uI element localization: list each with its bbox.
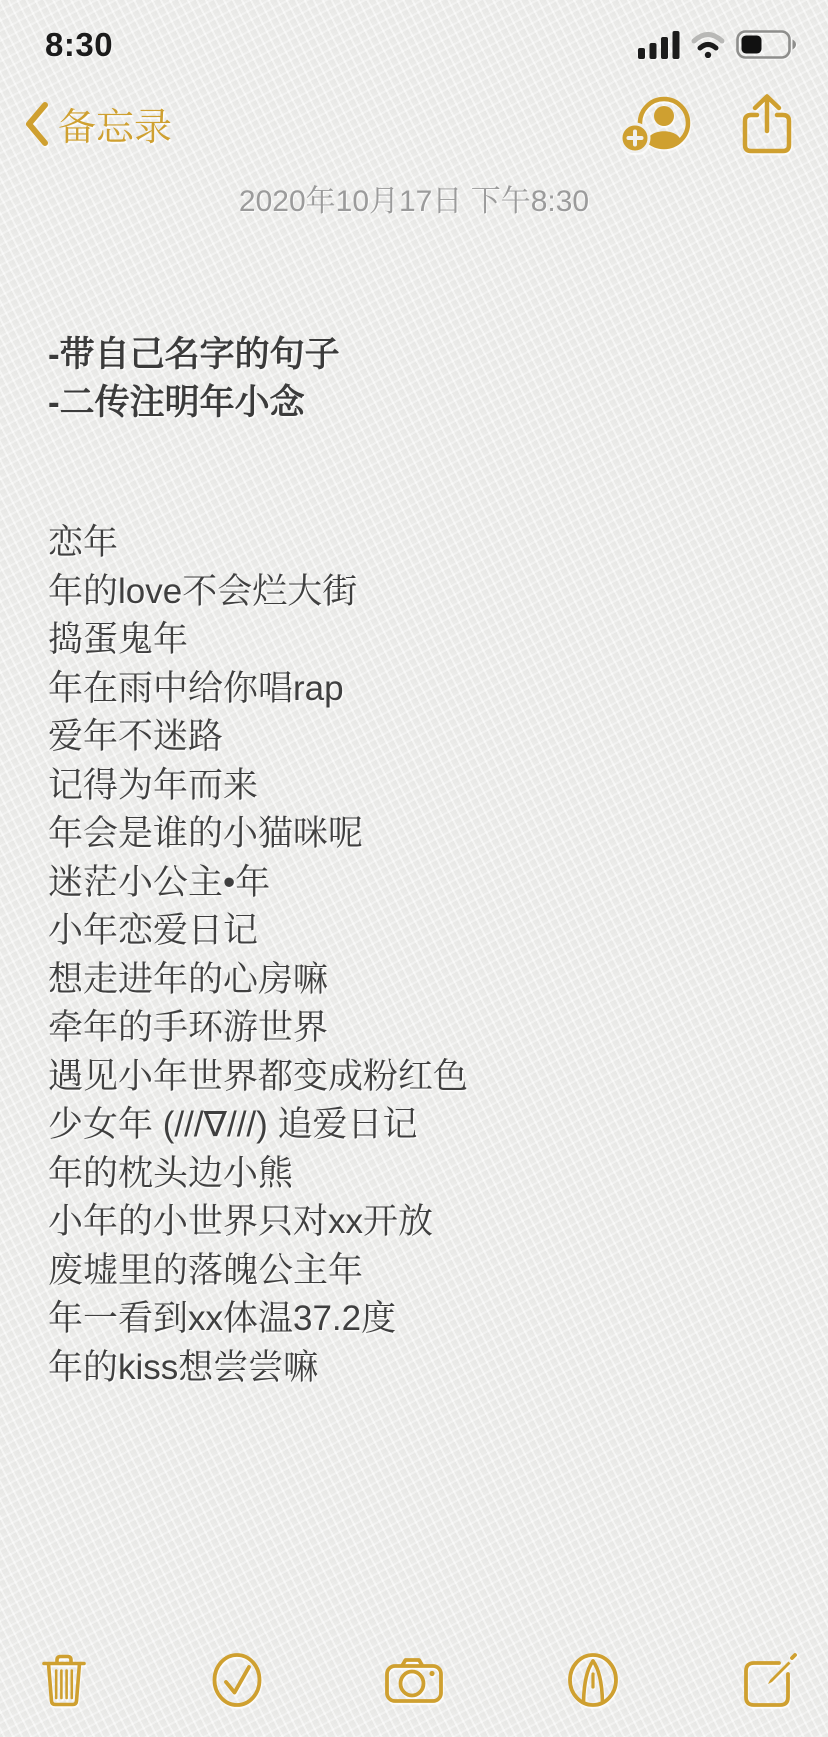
camera-icon <box>385 1657 443 1703</box>
note-line: 少女年 (///∇///) 追爱日记 <box>48 1105 418 1144</box>
note-header[interactable] <box>48 331 340 427</box>
note-line: 年在雨中给你唱rap <box>48 668 344 708</box>
note-header-line: -二传注明年小念 <box>48 383 305 422</box>
note-header-line: -带自己名字的句子 <box>48 335 340 374</box>
share-icon <box>740 92 794 156</box>
status-time: 8:30 <box>45 26 114 63</box>
note-line: 牵年的手环游世界 <box>48 1008 329 1047</box>
note-line: 年的love不会烂大街 <box>48 571 358 611</box>
note-line: 年的枕头边小熊 <box>48 1153 294 1193</box>
note-line: 爱年不迷路 <box>48 717 224 756</box>
signal-bars-icon <box>638 31 680 59</box>
note-line: 年的kiss想尝尝嘛 <box>48 1347 319 1387</box>
note-line: 想走进年的心房嘛 <box>48 959 329 999</box>
back-button-label: 备忘录 <box>58 107 173 149</box>
compose-icon <box>742 1652 798 1708</box>
trash-icon <box>40 1652 88 1708</box>
note-line: 小年的小世界只对xx开放 <box>48 1202 434 1241</box>
note-line: 记得为年而来 <box>48 765 259 805</box>
note-line: 遇见小年世界都变成粉红色 <box>48 1056 469 1096</box>
markup-button[interactable] <box>566 1652 620 1708</box>
delete-note-button[interactable] <box>40 1652 88 1708</box>
note-date: 2020年10月17日 下午8:30 <box>238 185 590 218</box>
share-button[interactable] <box>740 92 794 156</box>
collaborate-button[interactable] <box>620 95 692 153</box>
note-line: 迷茫小公主•年 <box>48 862 271 902</box>
chevron-left-icon <box>22 100 50 148</box>
status-icons <box>638 30 796 59</box>
bottom-toolbar <box>0 1648 828 1712</box>
note-body[interactable] <box>48 519 468 1392</box>
camera-button[interactable] <box>385 1657 443 1703</box>
note-line: 年一看到xx体温37.2度 <box>48 1299 397 1338</box>
nav-actions <box>620 92 794 156</box>
checklist-button[interactable] <box>211 1652 263 1708</box>
wifi-icon <box>690 31 726 58</box>
add-person-icon <box>620 95 692 153</box>
note-line: 废墟里的落魄公主年 <box>48 1250 364 1290</box>
compose-button[interactable] <box>742 1652 798 1708</box>
note-line: 小年恋爱日记 <box>48 911 259 950</box>
markup-pen-icon <box>566 1652 620 1708</box>
note-line: 恋年 <box>48 523 119 562</box>
check-circle-icon <box>211 1652 263 1708</box>
battery-icon <box>736 30 796 59</box>
note-line: 捣蛋鬼年 <box>48 620 189 659</box>
back-button-notes[interactable] <box>22 96 172 151</box>
note-line: 年会是谁的小猫咪呢 <box>48 814 364 853</box>
